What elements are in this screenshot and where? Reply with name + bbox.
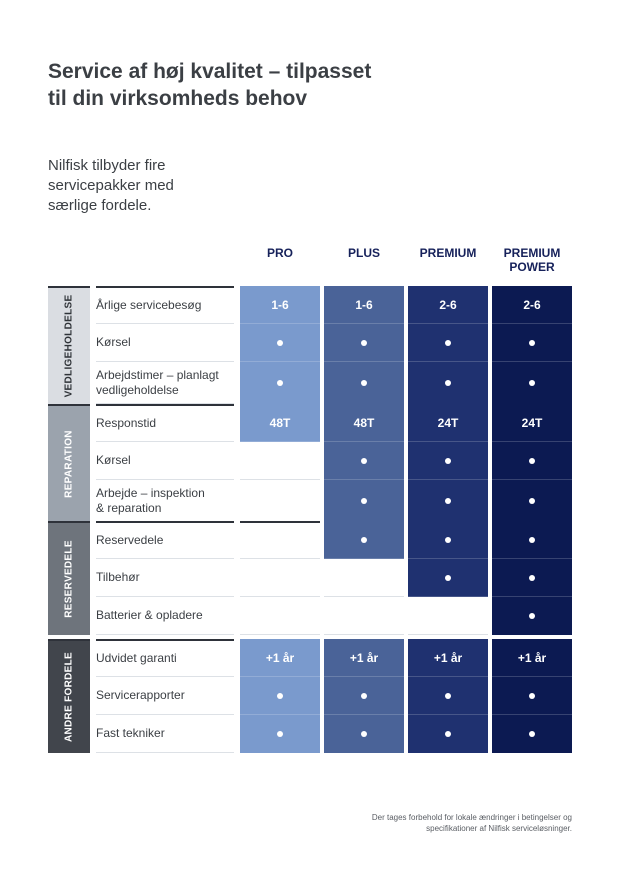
- included-dot-icon: [445, 575, 451, 581]
- included-dot-icon: [445, 537, 451, 543]
- included-dot-icon: [445, 340, 451, 346]
- row-label: [96, 559, 234, 597]
- cell-value: 24T: [521, 415, 543, 430]
- table-cell: [324, 362, 404, 404]
- table-cell: [408, 480, 488, 522]
- table-cell: [492, 442, 572, 480]
- table-cell: [240, 286, 320, 324]
- table-cell: [240, 521, 320, 559]
- table-cell: [240, 559, 320, 597]
- page-title-line-2: til din virksomheds behov: [48, 87, 308, 110]
- included-dot-icon: [529, 498, 535, 504]
- row-label: [96, 597, 234, 635]
- table-cell: [240, 362, 320, 404]
- table-cell: [324, 404, 404, 442]
- table-cell: [408, 559, 488, 597]
- intro-line-3: særlige fordele.: [48, 197, 152, 214]
- table-cell: [240, 597, 320, 635]
- table-cell: [240, 480, 320, 522]
- table-cell: [408, 442, 488, 480]
- table-cell: [492, 597, 572, 635]
- intro-line-1: Nilfisk tilbyder fire: [48, 157, 166, 174]
- table-cell: [492, 480, 572, 522]
- table-cell: [324, 677, 404, 715]
- included-dot-icon: [529, 613, 535, 619]
- row-label-text: Fast tekniker: [96, 726, 165, 740]
- group-label-text: REPARATION: [63, 430, 75, 498]
- table-cell: [240, 677, 320, 715]
- column-header-3: [408, 246, 488, 260]
- cell-value: 2-6: [439, 297, 457, 312]
- cell-value: 1-6: [271, 297, 289, 312]
- table-cell: [492, 559, 572, 597]
- row-label-text: Udvidet garanti: [96, 651, 177, 665]
- row-label-text: Kørsel: [96, 335, 131, 349]
- included-dot-icon: [277, 380, 283, 386]
- table-cell: [324, 597, 404, 635]
- group-label-text: RESERVEDELE: [63, 540, 75, 618]
- column-header-name: PRO: [266, 246, 293, 260]
- table-cell: [492, 286, 572, 324]
- table-cell: [324, 324, 404, 362]
- included-dot-icon: [445, 458, 451, 464]
- page-title: [48, 58, 468, 112]
- row-label: [96, 677, 234, 715]
- included-dot-icon: [277, 693, 283, 699]
- group-label-1: [48, 286, 90, 404]
- included-dot-icon: [361, 458, 367, 464]
- intro-line-2: servicepakker med: [48, 177, 174, 194]
- included-dot-icon: [529, 537, 535, 543]
- footnote-line-2: specifikationer af Nilfisk serviceløsninger.: [426, 824, 572, 833]
- page-title-line-1: Service af høj kvalitet – tilpasset: [48, 60, 372, 83]
- table-cell: [492, 324, 572, 362]
- column-header-name: PREMIUM: [503, 246, 561, 260]
- included-dot-icon: [361, 340, 367, 346]
- included-dot-icon: [361, 537, 367, 543]
- included-dot-icon: [529, 458, 535, 464]
- included-dot-icon: [361, 731, 367, 737]
- table-cell: [492, 677, 572, 715]
- row-label: [96, 480, 234, 522]
- table-cell: [492, 521, 572, 559]
- table-cell: [492, 404, 572, 442]
- cell-value: +1 år: [433, 650, 463, 665]
- table-cell: [408, 362, 488, 404]
- table-cell: [240, 715, 320, 753]
- row-label: [96, 404, 234, 442]
- table-cell: [240, 639, 320, 677]
- included-dot-icon: [361, 380, 367, 386]
- cell-value: 48T: [353, 415, 375, 430]
- included-dot-icon: [445, 731, 451, 737]
- table-cell: [408, 715, 488, 753]
- table-cell: [492, 362, 572, 404]
- row-label: [96, 442, 234, 480]
- group-label-4: [48, 639, 90, 753]
- cell-value: +1 år: [517, 650, 547, 665]
- table-cell: [408, 597, 488, 635]
- row-label-text-line-2: vedligeholdelse: [96, 382, 179, 397]
- column-header-name-line-2: POWER: [509, 260, 555, 274]
- table-cell: [324, 715, 404, 753]
- row-label-text: Responstid: [96, 416, 157, 430]
- footnote: [300, 812, 572, 834]
- table-cell: [324, 639, 404, 677]
- included-dot-icon: [277, 340, 283, 346]
- included-dot-icon: [277, 731, 283, 737]
- row-label: [96, 286, 234, 324]
- included-dot-icon: [445, 498, 451, 504]
- row-label-text: Årlige servicebesøg: [96, 298, 202, 312]
- table-cell: [492, 715, 572, 753]
- row-label: [96, 715, 234, 753]
- cell-value: 48T: [269, 415, 291, 430]
- table-cell: [324, 480, 404, 522]
- group-label-2: [48, 404, 90, 522]
- column-header-name: PREMIUM: [419, 246, 477, 260]
- row-label: [96, 362, 234, 404]
- column-header-4: [492, 246, 572, 274]
- included-dot-icon: [361, 693, 367, 699]
- included-dot-icon: [529, 380, 535, 386]
- included-dot-icon: [529, 731, 535, 737]
- row-label-text: Tilbehør: [96, 570, 140, 584]
- table-cell: [408, 521, 488, 559]
- footnote-line-1: Der tages forbehold for lokale ændringer i betingelser og: [371, 813, 572, 822]
- column-header-1: [240, 246, 320, 260]
- row-label-text: Reservedele: [96, 533, 164, 547]
- included-dot-icon: [445, 380, 451, 386]
- included-dot-icon: [445, 693, 451, 699]
- row-label-text-line-2: & reparation: [96, 500, 162, 515]
- cell-value: 1-6: [355, 297, 373, 312]
- group-label-3: [48, 521, 90, 635]
- intro-text: [48, 156, 248, 216]
- row-label: [96, 324, 234, 362]
- row-label-text: Arbejde – inspektion: [96, 485, 205, 500]
- table-cell: [492, 639, 572, 677]
- cell-value: 24T: [437, 415, 459, 430]
- row-label-text: Kørsel: [96, 453, 131, 467]
- row-label-text: Arbejdstimer – planlagt: [96, 367, 219, 382]
- row-label-text: Servicerapporter: [96, 688, 185, 702]
- table-cell: [408, 286, 488, 324]
- included-dot-icon: [361, 498, 367, 504]
- table-cell: [408, 324, 488, 362]
- table-cell: [240, 324, 320, 362]
- row-label: [96, 639, 234, 677]
- table-cell: [324, 521, 404, 559]
- table-cell: [408, 404, 488, 442]
- table-cell: [324, 559, 404, 597]
- table-cell: [408, 639, 488, 677]
- table-cell: [324, 442, 404, 480]
- cell-value: +1 år: [349, 650, 379, 665]
- included-dot-icon: [529, 340, 535, 346]
- table-cell: [408, 677, 488, 715]
- included-dot-icon: [529, 693, 535, 699]
- row-label: [96, 521, 234, 559]
- group-label-text: VEDLIGEHOLDELSE: [63, 294, 75, 398]
- table-cell: [240, 404, 320, 442]
- cell-value: 2-6: [523, 297, 541, 312]
- cell-value: +1 år: [265, 650, 295, 665]
- column-header-2: [324, 246, 404, 260]
- included-dot-icon: [529, 575, 535, 581]
- column-header-name: PLUS: [347, 246, 380, 260]
- table-cell: [324, 286, 404, 324]
- table-cell: [240, 442, 320, 480]
- row-label-text: Batterier & opladere: [96, 608, 203, 622]
- group-label-text: ANDRE FORDELE: [63, 651, 75, 743]
